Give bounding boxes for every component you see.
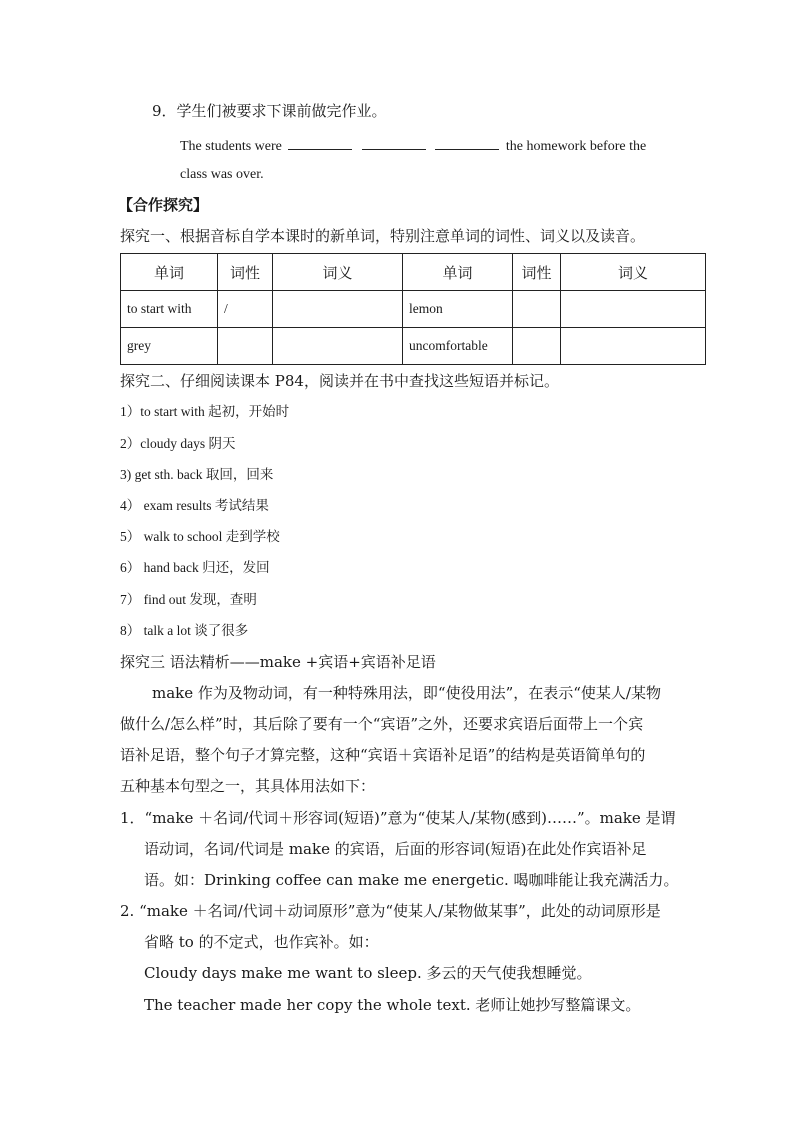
rule-2-example: Cloudy days make me want to sleep. 多云的天气使我想睡觉。 [144,964,592,982]
rule-2-example: The teacher made her copy the whole text. 老师让她抄写整篇课文。 [144,996,641,1014]
answer-blank-2[interactable] [362,137,426,150]
section-title: 【合作探究】 [118,196,209,214]
explore-3-heading: 探究三 语法精析——make +宾语+宾语补足语 [120,653,436,671]
table-header: 词性 [218,254,273,291]
paragraph-line: make 作为及物动词，有一种特殊用法，即“使役用法”，在表示“使某人/某物 [152,684,661,702]
explore-2-heading: 探究二、仔细阅读课本 P84，阅读并在书中查找这些短语并标记。 [120,372,559,390]
paragraph-line: 语补足语，整个句子才算完整，这种“宾语＋宾语补足语”的结构是英语简单句的 [120,746,646,764]
phrase-item: 7） find out 发现，查明 [120,592,257,607]
rule-1-line: 1．“make ＋名词/代词＋形容词(短语)”意为“使某人/某物(感到)……”。make 是谓 [120,809,676,827]
table-cell-blank[interactable] [513,328,561,365]
phrase-item: 3) get sth. back 取回，回来 [120,467,274,482]
rule-1-example: 语。如：Drinking coffee can make me energetic. 喝咖啡能让我充满活力。 [144,871,679,889]
table-cell: uncomfortable [403,328,513,365]
table-header: 词义 [273,254,403,291]
table-header: 单词 [121,254,218,291]
rule-1-line: 语动词，名词/代词是 make 的宾语，后面的形容词(短语)在此处作宾语补足 [144,840,647,858]
q9-text-end: the homework before the [505,139,647,154]
phrase-item: 6） hand back 归还，发回 [120,560,270,575]
table-cell-blank[interactable] [273,291,403,328]
explore-1-heading: 探究一、根据音标自学本课时的新单词，特别注意单词的词性、词义以及读音。 [120,227,646,245]
question-9-english-cont: class was over. [180,167,264,182]
table-cell-blank[interactable] [513,291,561,328]
phrase-item: 8） talk a lot 谈了很多 [120,623,249,638]
table-header: 词义 [561,254,706,291]
table-row [121,328,706,365]
table-cell-blank[interactable] [273,328,403,365]
q9-text-start: The students were [180,139,282,154]
answer-blank-1[interactable] [288,137,352,150]
table-cell-blank[interactable] [218,328,273,365]
table-cell: lemon [403,291,513,328]
phrase-item: 5） walk to school 走到学校 [120,529,280,544]
paragraph-line: 做什么/怎么样”时，其后除了要有一个“宾语”之外，还要求宾语后面带上一个宾 [120,715,644,733]
phrase-item: 4） exam results 考试结果 [120,498,269,513]
vocabulary-table [120,253,706,365]
table-header: 单词 [403,254,513,291]
question-9-chinese: 9．学生们被要求下课前做完作业。 [152,102,387,120]
table-cell: / [218,291,273,328]
rule-2-line: 2. “make ＋名词/代词＋动词原形”意为“使某人/某物做某事”，此处的动词原形是 [120,902,661,920]
phrase-item: 1）to start with 起初，开始时 [120,404,290,419]
answer-blank-3[interactable] [435,137,499,150]
table-cell: to start with [121,291,218,328]
table-cell: grey [121,328,218,365]
table-row [121,291,706,328]
table-header: 词性 [513,254,561,291]
table-cell-blank[interactable] [561,291,706,328]
table-cell-blank[interactable] [561,328,706,365]
rule-2-line: 省略 to 的不定式，也作宾补。如： [144,933,379,951]
table-header-row [121,254,706,291]
paragraph-line: 五种基本句型之一，其具体用法如下： [120,777,376,795]
question-9-english [180,137,646,154]
phrase-item: 2）cloudy days 阴天 [120,436,236,451]
